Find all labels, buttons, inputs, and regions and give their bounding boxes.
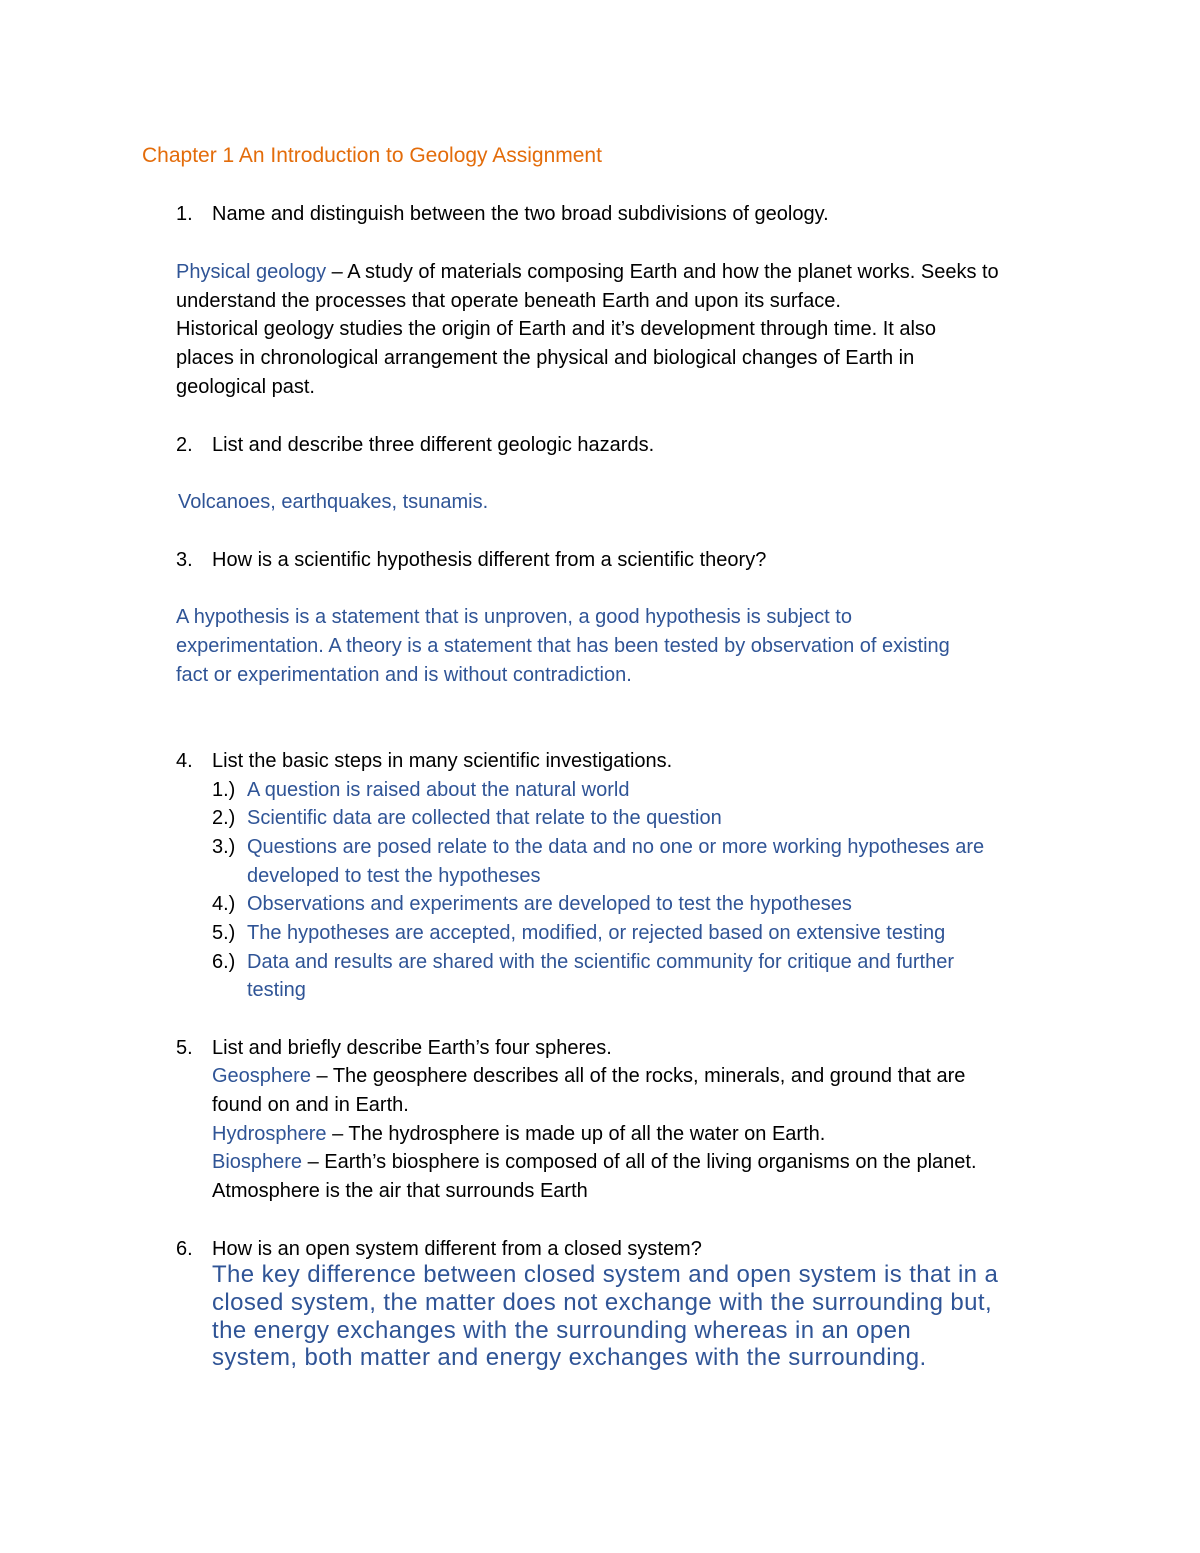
answer-text: – Earth’s biosphere is composed of all of the living organisms on the planet.	[302, 1151, 977, 1173]
answer-line: geological past.	[176, 376, 315, 398]
question-text: Name and distinguish between the two broad subdivisions of geology.	[212, 203, 829, 225]
question-number: 5.	[176, 1037, 193, 1059]
question-text: List and briefly describe Earth’s four spheres.	[212, 1037, 612, 1059]
step-text: Scientific data are collected that relate to the question	[247, 807, 722, 829]
step-text: A question is raised about the natural world	[247, 779, 630, 801]
step-number: 3.)	[212, 836, 236, 858]
answer-line	[212, 1149, 977, 1175]
answer-line: Volcanoes, earthquakes, tsunamis.	[178, 491, 489, 513]
answer-line: fact or experimentation and is without contradiction.	[176, 664, 632, 686]
answer-line: system, both matter and energy exchanges with the surrounding.	[212, 1344, 927, 1371]
step-number: 5.)	[212, 922, 236, 944]
answer-line	[176, 259, 999, 285]
step-text: The hypotheses are accepted, modified, or rejected based on extensive testing	[247, 922, 946, 944]
answer-text: – A study of materials composing Earth and how the planet works. Seeks to	[326, 261, 999, 283]
answer-line: closed system, the matter does not exchange with the surrounding but,	[212, 1289, 993, 1316]
question-number: 2.	[176, 434, 193, 456]
answer-line: A hypothesis is a statement that is unproven, a good hypothesis is subject to	[176, 606, 852, 628]
step-text: Data and results are shared with the scientific community for critique and further	[247, 951, 954, 973]
question-number: 6.	[176, 1238, 193, 1260]
step-text: developed to test the hypotheses	[247, 865, 541, 887]
answer-line: Atmosphere is the air that surrounds Earth	[212, 1180, 588, 1202]
question-number: 1.	[176, 203, 193, 225]
question-text: List the basic steps in many scientific investigations.	[212, 750, 673, 772]
question-text: List and describe three different geologic hazards.	[212, 434, 655, 456]
step-number: 2.)	[212, 807, 236, 829]
question-number: 3.	[176, 549, 193, 571]
step-text: Questions are posed relate to the data and no one or more working hypotheses are	[247, 836, 985, 858]
step-number: 1.)	[212, 779, 236, 801]
question-text: How is a scientific hypothesis different from a scientific theory?	[212, 549, 767, 571]
step-text: testing	[247, 979, 306, 1001]
answer-line: Historical geology studies the origin of Earth and it’s development through time. It also	[176, 318, 937, 340]
step-number: 6.)	[212, 951, 236, 973]
question-number: 4.	[176, 750, 193, 772]
term-physical-geology: Physical geology	[176, 261, 327, 283]
answer-line	[212, 1121, 825, 1147]
answer-line: understand the processes that operate beneath Earth and upon its surface.	[176, 290, 841, 312]
answer-text: – The hydrosphere is made up of all the water on Earth.	[326, 1123, 826, 1145]
term-biosphere: Biosphere	[212, 1151, 303, 1173]
answer-line: found on and in Earth.	[212, 1094, 409, 1116]
step-number: 4.)	[212, 893, 236, 915]
answer-line	[212, 1063, 965, 1089]
step-text: Observations and experiments are developed to test the hypotheses	[247, 893, 852, 915]
answer-text: – The geosphere describes all of the rocks, minerals, and ground that are	[310, 1065, 966, 1087]
term-geosphere: Geosphere	[212, 1065, 311, 1087]
term-hydrosphere: Hydrosphere	[212, 1123, 327, 1145]
answer-line: experimentation. A theory is a statement that has been tested by observation of existing	[176, 635, 950, 657]
question-text: How is an open system different from a closed system?	[212, 1238, 702, 1260]
answer-line: The key difference between closed system and open system is that in a	[212, 1261, 999, 1288]
answer-line: the energy exchanges with the surrounding whereas in an open	[212, 1317, 912, 1344]
page-title: Chapter 1 An Introduction to Geology Assignment	[142, 144, 602, 167]
answer-line: places in chronological arrangement the physical and biological changes of Earth in	[176, 347, 915, 369]
